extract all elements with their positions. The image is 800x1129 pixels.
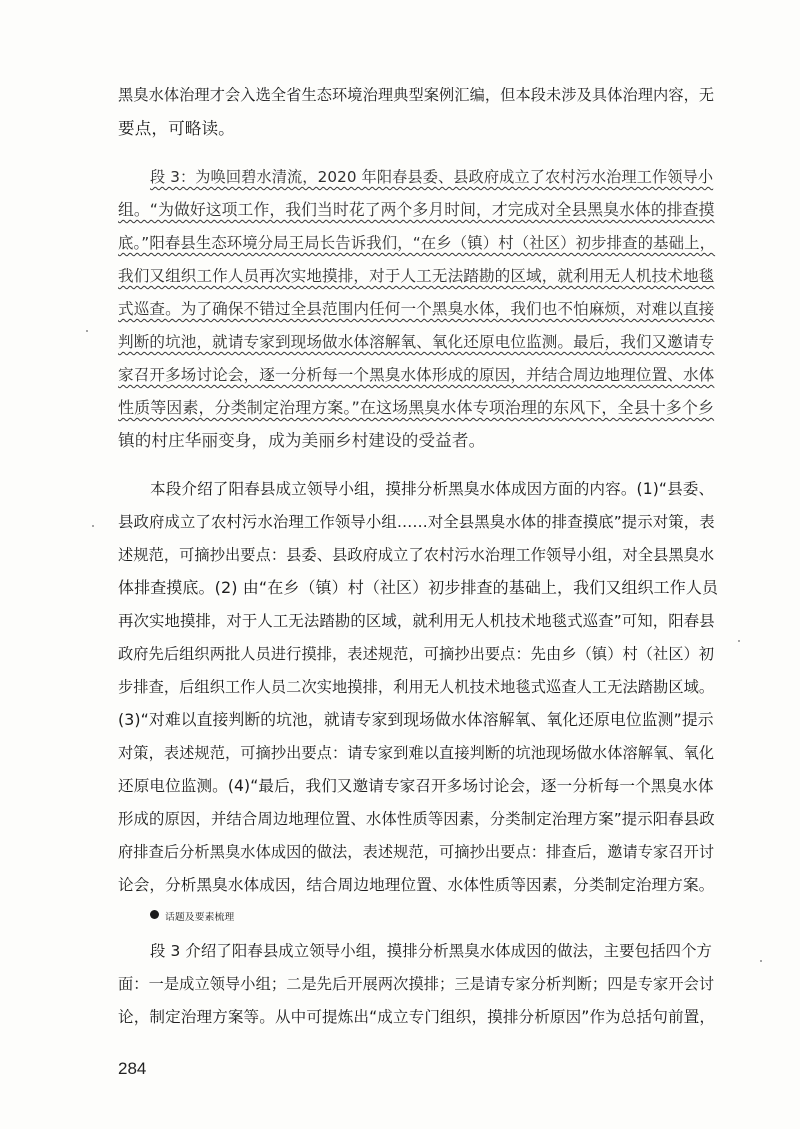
text-line bbox=[118, 331, 718, 353]
scan-speck bbox=[92, 525, 94, 527]
scan-speck bbox=[760, 960, 762, 962]
text-line bbox=[118, 199, 718, 221]
text-line: 府排查后分析黑臭水体成因的做法，表述规范，可摘抄出要点：排查后，邀请专家召开讨 bbox=[118, 843, 715, 861]
text-line: (3)“对难以直接判断的坑池，就请专家到现场做水体溶解氧、氧化还原电位监测”提示 bbox=[118, 710, 714, 729]
section-heading-text: 话题及要素梳理 bbox=[165, 912, 235, 923]
scan-speck bbox=[738, 640, 740, 642]
text-line: 步排查，后组织工作人员二次实地摸排，利用无人机技术地毯式巡查人工无法踏勘区域。 bbox=[118, 678, 715, 696]
text-line bbox=[118, 232, 718, 254]
bullet-icon bbox=[150, 910, 159, 919]
scan-speck bbox=[86, 330, 88, 332]
text-line: 论，制定治理方案等。从中可提炼出“成立专门组织，摸排分析原因”作为总括句前置， bbox=[118, 1008, 716, 1026]
wavy-underlined-text: 底。”阳春县生态环境分局王局长告诉我们，“在乡（镇）村（社区）初步排查的基础上， bbox=[118, 234, 716, 252]
wavy-underlined-text: 组。“为做好这项工作，我们当时花了两个多月时间，才完成对全县黑臭水体的排查摸 bbox=[118, 200, 715, 219]
text-line bbox=[118, 397, 718, 419]
text-line: 体排查摸底。(2) 由“在乡（镇）村（社区）初步排查的基础上，我们又组织工作人员 bbox=[118, 578, 719, 597]
text-line: 县政府成立了农村污水治理工作领导小组……对全县黑臭水体的排查摸底”提示对策，表 bbox=[118, 513, 715, 531]
text-line bbox=[118, 298, 718, 320]
text-line: 对策，表述规范，可摘抄出要点：请专家到难以直接判断的坑池现场做水体溶解氧、氧化 bbox=[118, 744, 715, 762]
text-line: 段 3 介绍了阳春县成立领导小组，摸排分析黑臭水体成因的做法，主要包括四个方 bbox=[150, 942, 713, 960]
wavy-underlined-text: 式巡查。为了确保不错过全县范围内任何一个黑臭水体，我们也不怕麻烦，对难以直接 bbox=[118, 300, 715, 318]
text-line: 形成的原因，并结合周边地理位置、水体性质等因素，分类制定治理方案”提示阳春县政 bbox=[118, 810, 715, 828]
wavy-underlined-text: 家召开多场讨论会，逐一分析每一个黑臭水体形成的原因，并结合周边地理位置、水体 bbox=[118, 366, 715, 384]
page-number: 284 bbox=[118, 1059, 147, 1078]
text-line: 论会，分析黑臭水体成因，结合周边地理位置、水体性质等因素，分类制定治理方案。 bbox=[118, 876, 715, 894]
wavy-underlined-text: 我们又组织工作人员再次实地摸排，对于人工无法踏勘的区域，就利用无人机技术地毯 bbox=[118, 267, 715, 285]
text-line: 面：一是成立领导小组；二是先后开展两次摸排；三是请专家分析判断；四是专家开会讨 bbox=[118, 975, 715, 993]
text-line: 再次实地摸排，对于人工无法踏勘的区域，就利用无人机技术地毯式巡查”可知，阳春县 bbox=[118, 612, 715, 630]
section-heading bbox=[150, 907, 750, 929]
text-line: 述规范，可摘抄出要点：县委、县政府成立了农村污水治理工作领导小组，对全县黑臭水 bbox=[118, 546, 715, 564]
text-line: 要点，可略读。 bbox=[118, 119, 235, 138]
text-line: 政府先后组织两批人员进行摸排，表述规范，可摘抄出要点：先由乡（镇）村（社区）初 bbox=[118, 645, 715, 663]
text-line: 镇的村庄华丽变身，成为美丽乡村建设的受益者。 bbox=[118, 431, 486, 450]
wavy-underlined-text: 性质等因素，分类制定治理方案。”在这场黑臭水体专项治理的东风下，全县十多个乡 bbox=[118, 398, 715, 417]
text-line: 黑臭水体治理才会入选全省生态环境治理典型案例汇编，但本段未涉及具体治理内容，无 bbox=[118, 86, 715, 104]
text-line bbox=[150, 166, 718, 188]
text-line bbox=[118, 364, 718, 386]
wavy-underlined-text: 判断的坑池，就请专家到现场做水体溶解氧、氧化还原电位监测。最后，我们又邀请专 bbox=[118, 333, 715, 351]
wavy-underlined-text: 段 3：为唤回碧水清流，2020 年阳春县委、县政府成立了农村污水治理工作领导小 bbox=[150, 168, 714, 186]
text-line: 还原电位监测。(4)“最后，我们又邀请专家召开多场讨论会，逐一分析每一个黑臭水体 bbox=[118, 777, 714, 795]
text-line: 本段介绍了阳春县成立领导小组，摸排分析黑臭水体成因方面的内容。(1)“县委、 bbox=[150, 480, 715, 498]
text-line bbox=[118, 265, 718, 287]
